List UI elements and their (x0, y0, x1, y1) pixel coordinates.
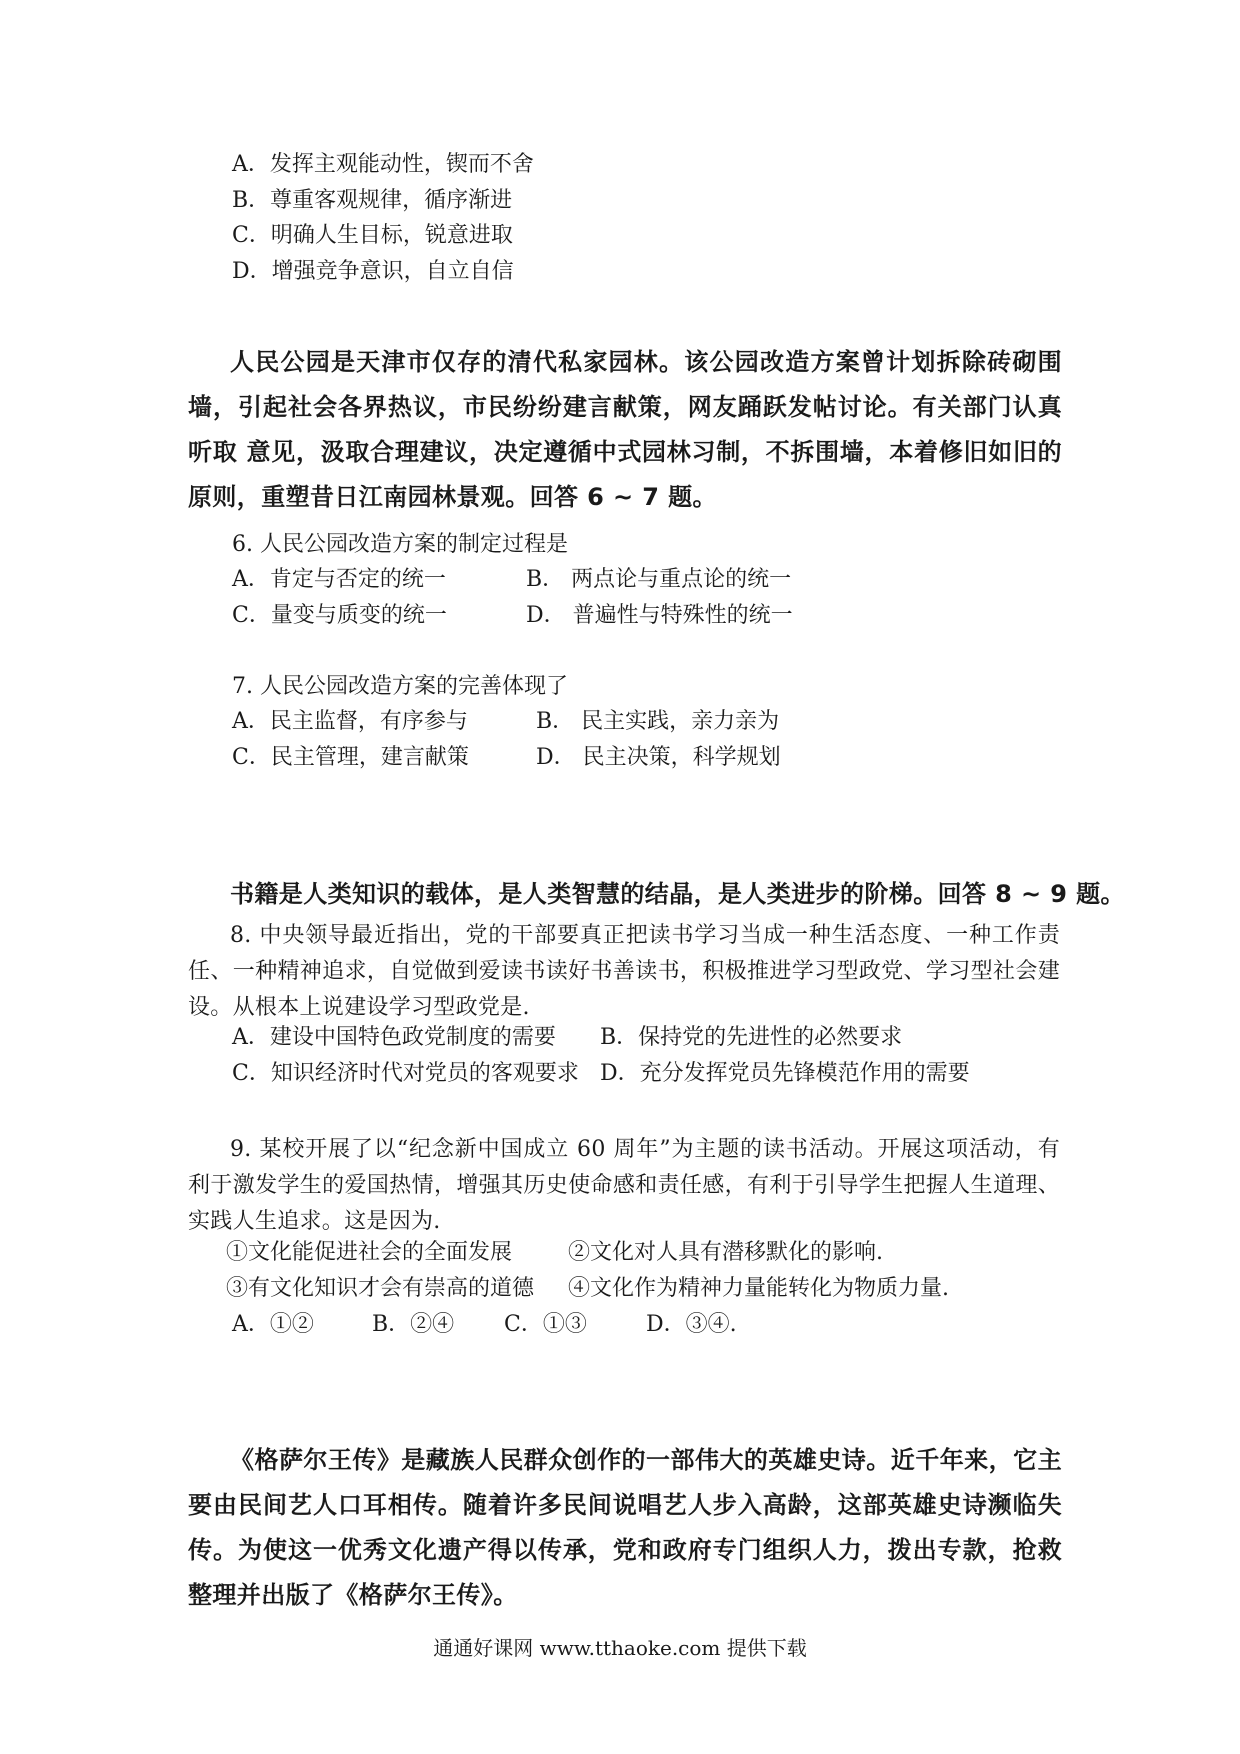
q5-option-a: A．发挥主观能动性，锲而不舍 (232, 152, 534, 177)
q6-stem: 6. 人民公园改造方案的制定过程是 (232, 532, 568, 557)
q9-stem: 9. 某校开展了以“纪念新中国成立 60 周年”为主题的读书活动。开展这项活动，有利于激发学生的爱国热情，增强其历史使命感和责任感，有利于引导学生把握人生道理、实践人生追求。这是因为. (188, 1137, 1060, 1234)
q9-statement-2: ②文化对人具有潜移默化的影响. (568, 1240, 883, 1265)
q7-option-d: D． 民主决策，科学规划 (536, 745, 781, 770)
passage-park: 人民公园是天津市仅存的清代私家园林。该公园改造方案曾计划拆除砖砌围墙，引起社会各界热议，市民纷纷建言献策，网友踊跃发帖讨论。有关部门认真听取 意见，汲取合理建议，决定遵循中式园林习制，不拆围墙，本着修旧如旧的原则，重塑昔日江南园林景观。回答 6 ~ 7 题。 (188, 348, 1062, 511)
q9-option-a: A．①② (232, 1312, 314, 1337)
q9-option-b: B．②④ (372, 1312, 455, 1337)
passage-gesar: 《格萨尔王传》是藏族人民群众创作的一部伟大的英雄史诗。近千年来，它主要由民间艺人口耳相传。随着许多民间说唱艺人步入高龄，这部英雄史诗濒临失传。为使这一优秀文化遗产得以传承，党和政府专门组织人力，拨出专款，抢救整理并出版了《格萨尔王传》。 (188, 1446, 1062, 1609)
q7-option-a: A．民主监督，有序参与 (232, 709, 468, 734)
q9-statement-4: ④文化作为精神力量能转化为物质力量. (568, 1276, 949, 1301)
page-footer: 通通好课网 www.tthaoke.com 提供下载 (433, 1636, 807, 1660)
q6-option-d: D． 普遍性与特殊性的统一 (526, 603, 793, 628)
q7-option-c: C．民主管理，建言献策 (232, 745, 469, 770)
q6-option-b: B． 两点论与重点论的统一 (526, 567, 792, 592)
q5-option-d: D．增强竞争意识，自立自信 (232, 259, 514, 284)
q8-stem: 8. 中央领导最近指出，党的干部要真正把读书学习当成一种生活态度、一种工作责任、一种精神追求，自觉做到爱读书读好书善读书，积极推进学习型政党、学习型社会建设。从根本上说建设学习型政党是. (188, 923, 1060, 1020)
q8-option-a: A．建设中国特色政党制度的需要 (232, 1025, 556, 1050)
q6-option-a: A．肯定与否定的统一 (232, 567, 446, 592)
passage-books: 书籍是人类知识的载体，是人类智慧的结晶，是人类进步的阶梯。回答 8 ~ 9 题。 (230, 880, 1125, 908)
q9-option-c: C．①③ (504, 1312, 587, 1337)
q7-stem: 7. 人民公园改造方案的完善体现了 (232, 674, 568, 699)
q6-option-c: C．量变与质变的统一 (232, 603, 447, 628)
q9-option-d: D．③④. (646, 1312, 737, 1337)
q8-option-c: C．知识经济时代对党员的客观要求 (232, 1061, 579, 1086)
q9-statement-3: ③有文化知识才会有崇高的道德 (226, 1276, 535, 1301)
q8-option-d: D．充分发挥党员先锋模范作用的需要 (600, 1061, 970, 1086)
q9-statement-1: ①文化能促进社会的全面发展 (226, 1240, 513, 1265)
q7-option-b: B． 民主实践，亲力亲为 (536, 709, 780, 734)
q5-option-b: B．尊重客观规律，循序渐进 (232, 188, 513, 213)
q8-option-b: B．保持党的先进性的必然要求 (600, 1025, 903, 1050)
q5-option-c: C．明确人生目标，锐意进取 (232, 223, 513, 248)
